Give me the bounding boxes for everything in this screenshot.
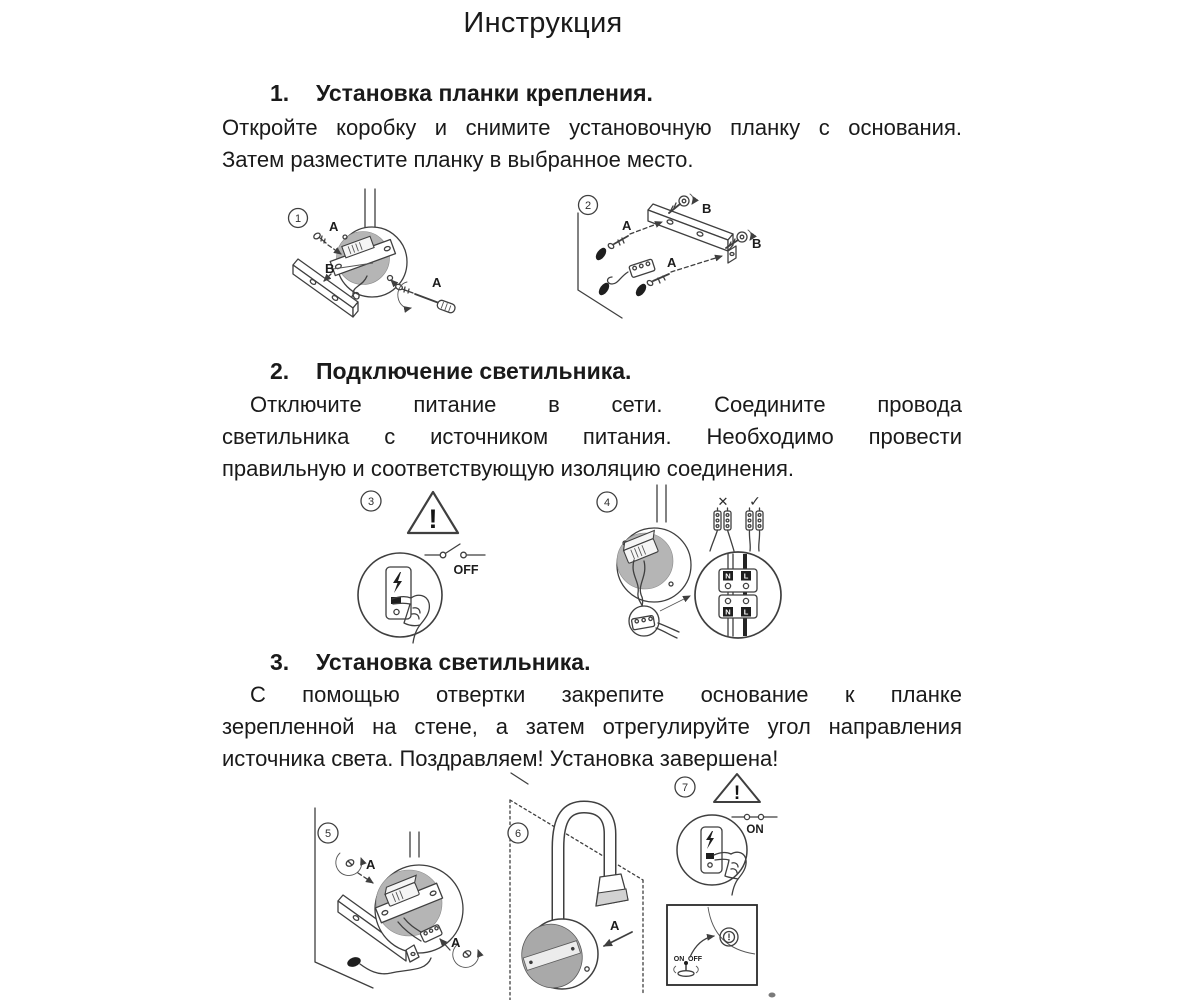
lamp-stem [365,189,375,227]
wall-corner [578,213,622,318]
step-1-badge [289,209,308,228]
terminal-detail-circle [695,552,781,638]
screw-icon [669,194,693,213]
label-a-top: A [329,219,339,234]
terminal-block [719,595,757,618]
svg-text:N: N [725,607,731,617]
switch-on-icon [732,814,777,819]
svg-text:N: N [725,571,731,581]
svg-text:!: ! [733,783,741,804]
svg-text:!: ! [428,504,438,534]
body-line: С помощью отвертки закрепите основание к планке [250,682,962,707]
switch-off-icon [425,544,485,558]
section-3-body [222,679,962,775]
section-1-body [222,112,962,176]
label-a-top: A [366,857,376,872]
body-line: источника света. Поздравляем! Установка завершена! [222,746,779,771]
check-mark: ✓ [749,494,761,510]
connector-pair-correct [746,508,763,551]
section-3-number: 3. [270,649,290,675]
section-1-heading [270,79,653,107]
figure-step-5 [288,772,503,1000]
section-2-number: 2. [270,358,290,384]
wire [608,272,629,284]
button-detail-box [667,905,757,985]
section-3-title: Установка светильника. [316,649,591,675]
figure-step-6 [492,770,657,1000]
step-7-badge [675,777,695,797]
step-3-badge [361,491,381,511]
body-line: зерепленной на стене, а затем отрегулируйте угол направления [222,714,962,739]
figure-step-4 [578,481,790,643]
section-2-body [222,389,962,485]
mounting-bracket [648,204,736,263]
step-2-badge [579,196,598,215]
svg-text:1: 1 [294,213,302,225]
wall-anchor-icon [597,256,722,298]
figure-step-7 [658,770,848,1000]
warning-triangle-icon [408,492,458,534]
svg-text:L: L [743,571,749,581]
step-5-badge [318,823,338,843]
body-line: правильную и соответствующую изоляцию соединения. [222,456,794,481]
figure-step-2 [570,188,765,328]
label-a: A [610,918,620,933]
section-2-title: Подключение светильника. [316,358,632,384]
body-line: Отключите питание в сети. Соедините провода [250,392,962,417]
body-line: Затем разместите планку в выбранное место. [222,147,694,172]
wire-connector-block [629,259,656,278]
lamp-base [514,916,598,995]
connector-detail-circle [629,606,679,638]
label-a-bottom: A [667,255,677,270]
terminal-block [719,569,757,592]
lamp-stem [410,832,419,857]
step-4-badge [597,492,617,512]
connector-pair-wrong [710,508,734,551]
screwdriver-icon [398,282,456,314]
power-on-detail-circle [677,815,747,895]
plug-icon [346,955,362,968]
section-1-number: 1. [270,80,290,106]
section-3-heading [270,648,590,676]
section-1-title: Установка планки крепления. [316,80,653,106]
warning-triangle-icon [714,774,760,804]
switch-rocker [706,853,714,859]
label-b-right: B [752,236,762,251]
label-b-top: B [702,201,712,216]
switch-state-label: OFF [453,563,479,577]
label-a-bottom: A [451,935,461,950]
body-line: светильника с источником питания. Необходимо провести [222,424,962,449]
lamp-stem [657,485,666,522]
svg-text:2: 2 [584,200,592,212]
lamp-base [617,528,691,602]
switch-state-label: ON [746,824,764,836]
cropped-artifact-mark [766,990,778,1000]
svg-text:OFF: OFF [688,956,702,963]
figure-step-1 [281,186,466,326]
section-2-heading [270,357,631,385]
step-6-badge [508,823,528,843]
svg-text:L: L [743,607,749,617]
body-line: Откройте коробку и снимите установочную планку с основания. [222,115,962,140]
direction-arrow [604,932,632,946]
svg-text:4: 4 [603,497,611,509]
label-b: B [325,261,335,276]
label-a-screwdriver: A [432,275,442,290]
svg-text:7: 7 [681,782,689,794]
page-title: Инструкция [463,7,623,39]
figure-step-3 [330,483,505,645]
svg-text:3: 3 [367,496,375,508]
wrong-mark: ✕ [717,495,729,510]
power-off-detail-circle [358,553,442,643]
svg-text:5: 5 [324,828,332,840]
svg-text:6: 6 [514,828,522,840]
label-a-left: A [622,218,632,233]
screw-icon [313,232,341,254]
lamp-head [596,874,628,906]
svg-text:ON: ON [673,956,685,963]
